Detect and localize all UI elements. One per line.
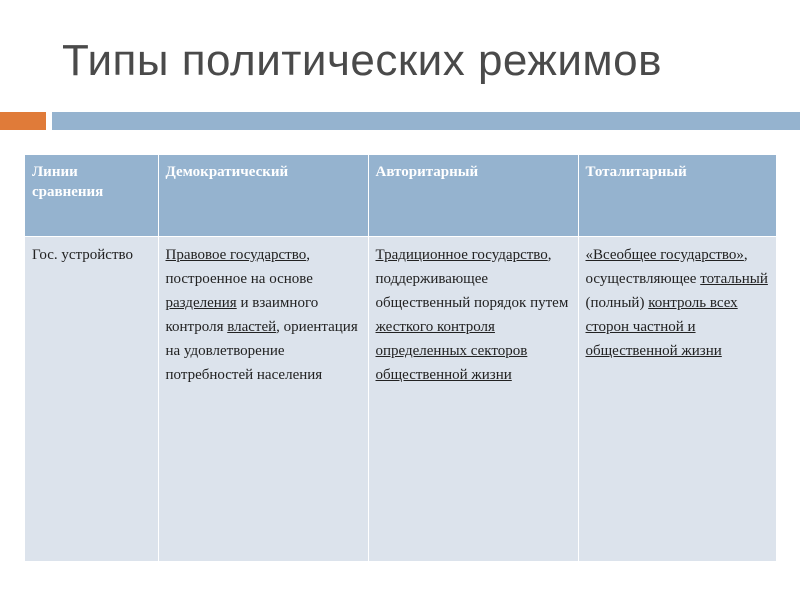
text-segment: , ориентация на удовлетворение потребностей населения bbox=[165, 319, 358, 383]
text-segment: Традиционное государство bbox=[375, 247, 548, 263]
header-authoritarian: Авторитарный bbox=[368, 155, 578, 237]
text-segment: , поддерживающее общественный порядок путем bbox=[375, 247, 569, 311]
table-header-row bbox=[25, 155, 776, 237]
cell-authoritarian bbox=[368, 237, 578, 562]
text-segment: тотальный bbox=[700, 271, 768, 287]
accent-bar-orange bbox=[0, 112, 46, 130]
text-segment: контроль всех сторон частной и общественной жизни bbox=[585, 295, 738, 359]
header-democratic: Демократический bbox=[158, 155, 368, 237]
cell-democratic bbox=[158, 237, 368, 562]
text-segment: разделения bbox=[165, 295, 237, 311]
text-segment: , построенное на основе bbox=[165, 247, 313, 287]
cell-totalitarian bbox=[578, 237, 776, 562]
slide-title: Типы политических режимов bbox=[62, 36, 663, 85]
row-label: Гос. устройство bbox=[25, 237, 158, 562]
comparison-table bbox=[25, 155, 776, 561]
text-segment: жесткого контроля определенных секторов общественной жизни bbox=[375, 319, 528, 383]
text-segment: (полный) bbox=[585, 295, 649, 311]
text-segment: «Всеобщее государство» bbox=[585, 247, 744, 263]
header-comparison-lines: Линии сравнения bbox=[25, 155, 158, 237]
text-segment: Правовое государство bbox=[165, 247, 307, 263]
table-row bbox=[25, 237, 776, 562]
text-segment: , осуществляющее bbox=[585, 247, 748, 287]
text-segment: и взаимного контроля bbox=[165, 295, 319, 335]
header-totalitarian: Тоталитарный bbox=[578, 155, 776, 237]
accent-bar-blue bbox=[52, 112, 800, 130]
text-segment: властей bbox=[227, 319, 277, 335]
